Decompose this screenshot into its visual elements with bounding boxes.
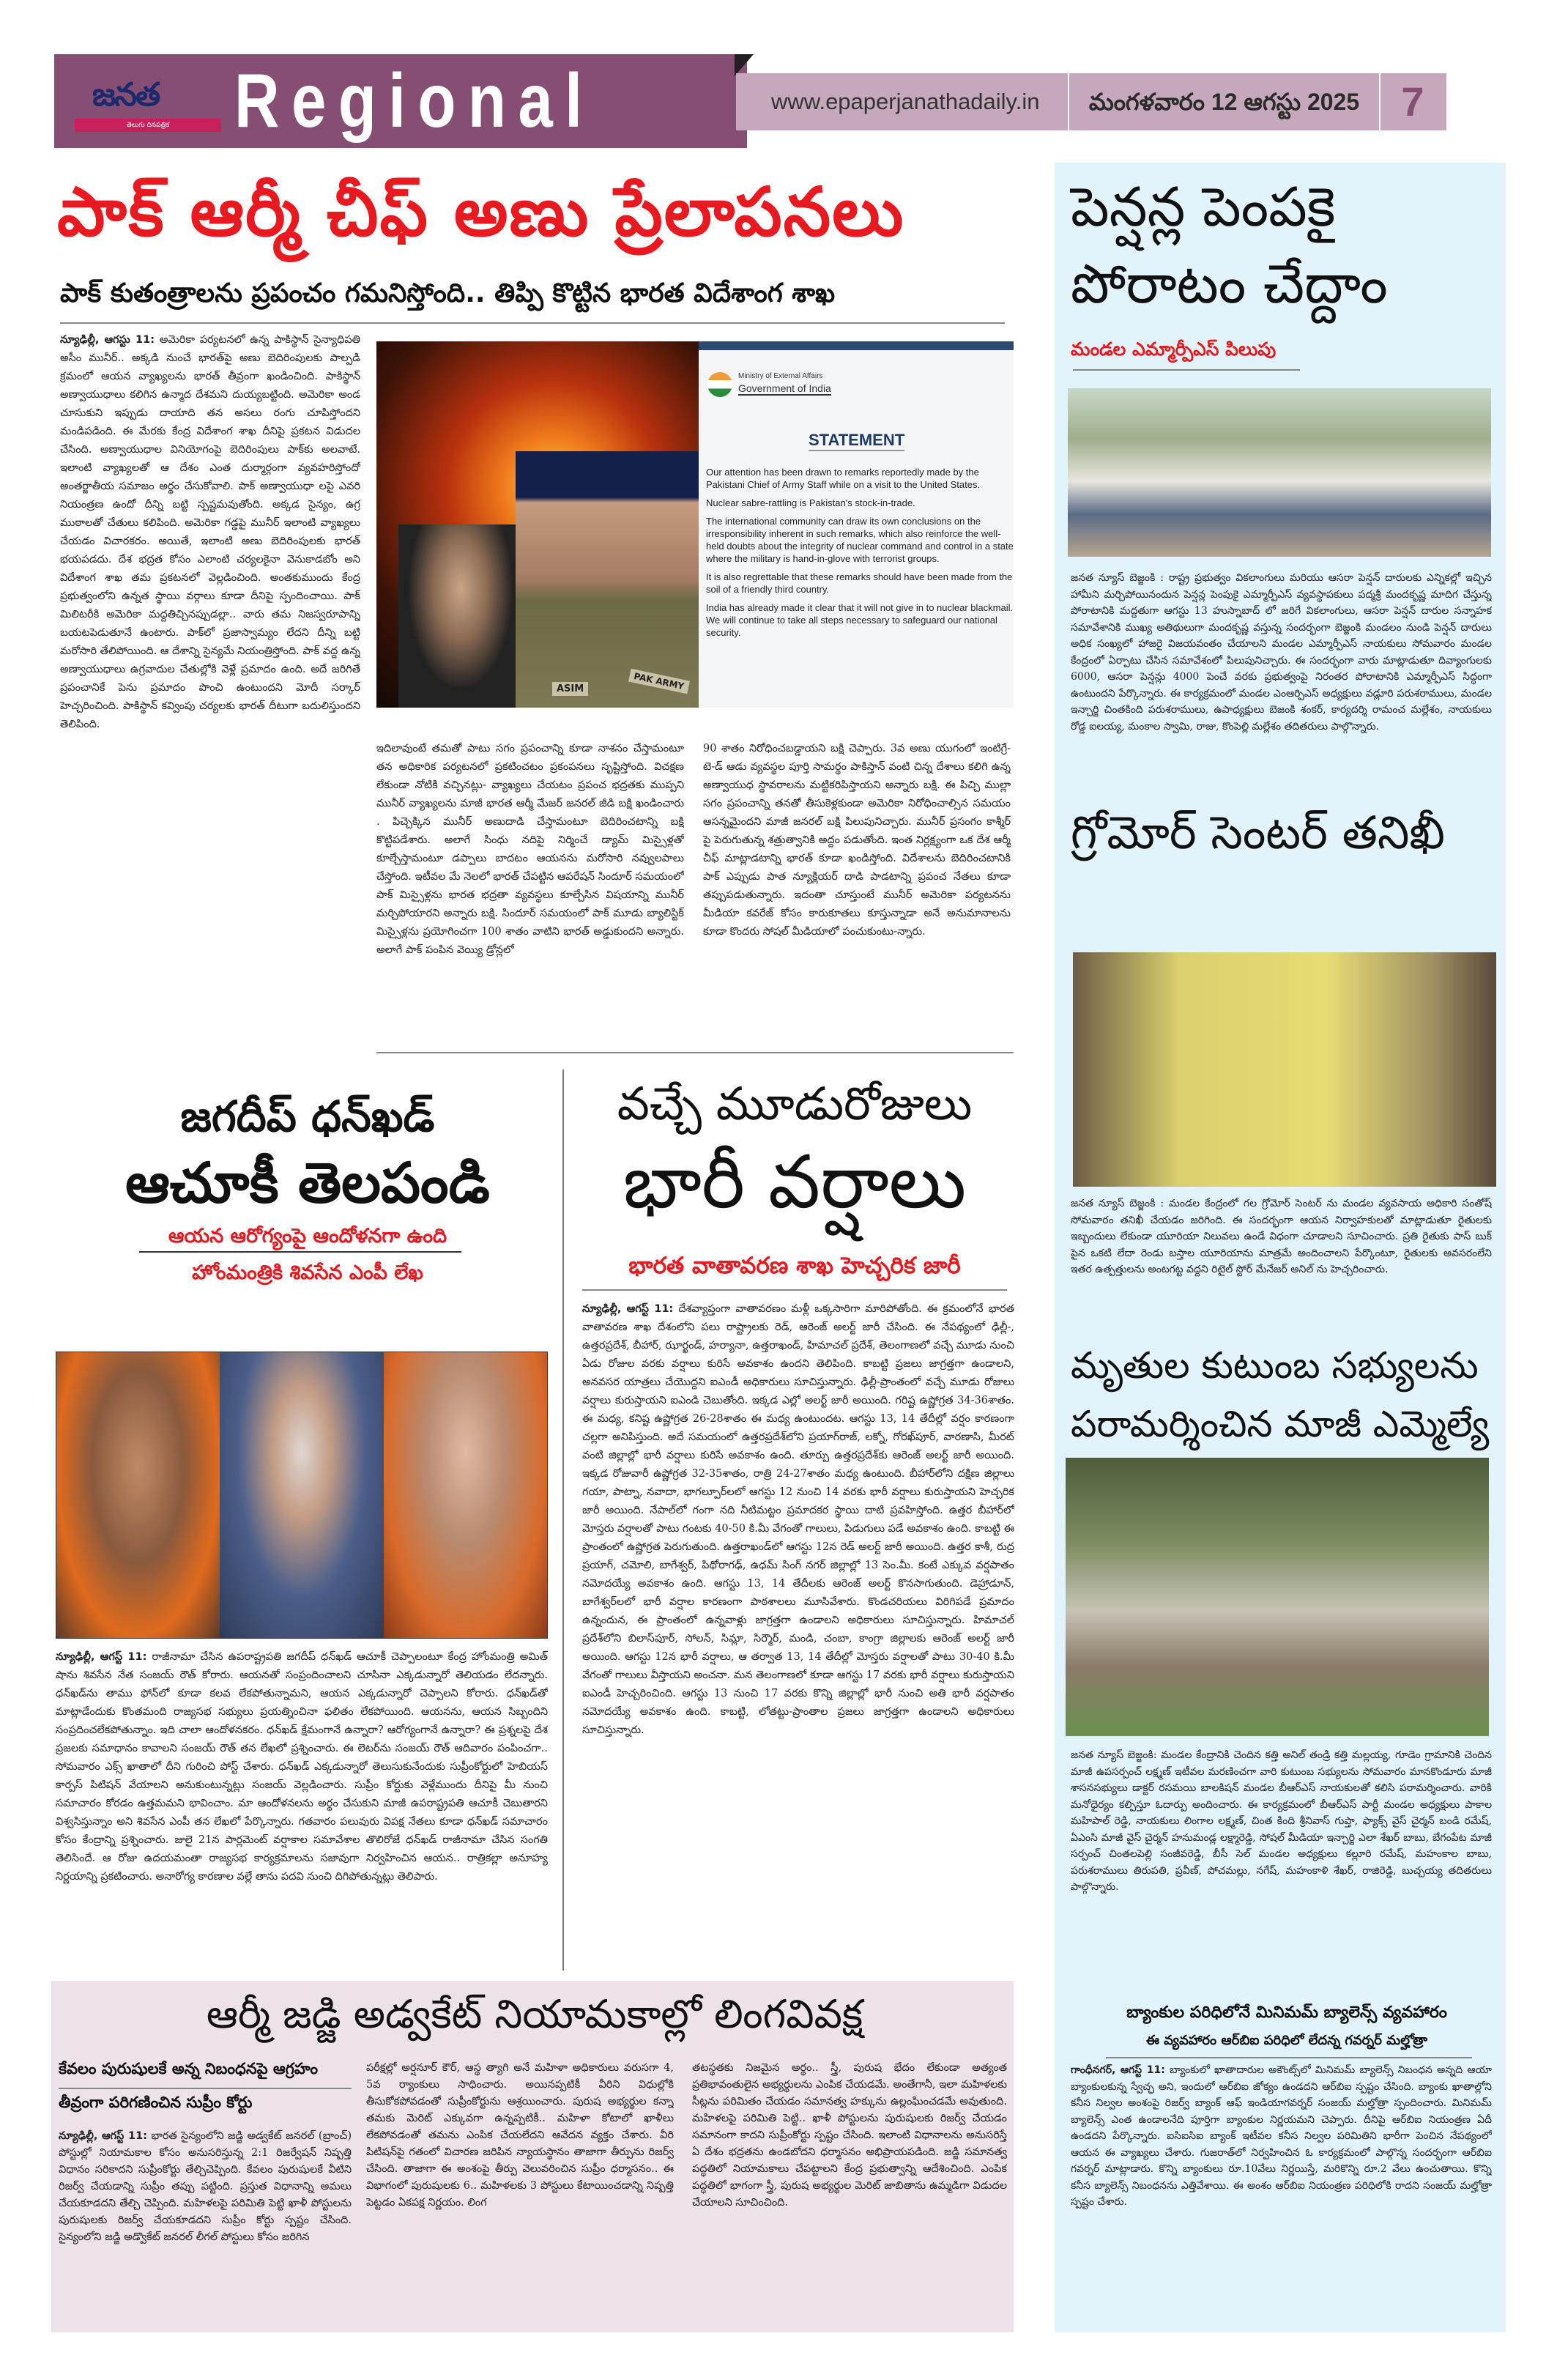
modi-photo	[398, 524, 523, 708]
issue-date: మంగళవారం 12 ఆగస్టు 2025	[1069, 73, 1381, 130]
website-url[interactable]: www.epaperjanathadaily.in	[736, 73, 1069, 130]
army-jag-divider	[59, 2088, 352, 2089]
dhankhar-body-text: రాజీనామా చేసిన ఉపరాష్ట్రపతి జగదీప్ ధన్‌ఖడ్ ఆచూకీ చెప్పాలంటూ కేంద్ర హోంమంత్రి అమిత్ షాను శివసేన నేత సంజయ్ రౌత్ కోరారు. ఆయనతో సంప్రందించాలని చూసినా ఎక్కడున్నారో తెలియడం లేదన్నారు. ధన్‌ఖడ్‌ను తాము ఫోన్‌లో కూడా కలవ లేకపోతున్నామని, ఆయన ఎక్కడున్నారో చెప్పాలని కోరారు. ధన్‌ఖడ్‌తో మాట్లాడేందుకు కొంతమంది రాజ్యసభ సభ్యులు ప్రయత్నించినా ఫలితం లేకపోయింది. ఆయనను, ఆయన సిబ్బందిని సంప్రదించలేకపోతున్నాం. ఇది చాలా ఆందోళనకరం. ధన్‌ఖడ్ క్షేమంగానే ఉన్నారా? ఆరోగ్యంగానే ఉన్నారా? ఈ ప్రశ్నలపై దేశ ప్రజలకు సమాధానం కావాలని సంజయ్ రౌత్ తన లేఖలో ప్రశ్నించారు. ఈ లెటర్‌ను సంజయ్ రౌత్ ఆదివారం పంపించగా.. సోమవారం ఎక్స్ ఖాతాలో దీని గురించి పోస్ట్ చేశారు. ధన్‌ఖడ్ ఎక్కడున్నారో తెలుసుకునేందుకు సుప్రీంకోర్టులో హెబియస్ కార్పస్ పిటిషన్ వేయాలని అనుకుంటున్నట్లు సంజయ్ వెల్లడించారు. సుప్రీం కోర్టుకు వెళ్లేముందు దీనిపై మీ నుంచి సమాచారం కోరడం ఉత్తమమని భావించాం. మా ఆందోళనలను అర్థం చేసుకుని మాజీ ఉపరాష్ట్రపతి ఆచూకీ చెబుతారని విశ్వసిస్తున్నాం అని శివసేన ఎంపీ తన లేఖలో పేర్కొన్నారు. గతవారం పలువురు విపక్ష నేతలు కూడా ధన్‌ఖడ్ సమాచారం కోసం కేంద్రాన్ని ప్రశ్నించారు. జులై 21న పార్లమెంట్ వర్షాకాల సమావేశాల తొలిరోజే ధన్‌ఖడ్ రాజీనామా చేసిన సంగతి తెలిసిందే. ఆ రోజు ఉదయమంతా రాజ్యసభ కార్యక్రమాలను సజావుగా నిర్వహించిన ఆయన.. రాత్రికల్లా అనూహ్య నిర్ణయాన్ని ప్రకటించారు. అనారోగ్య కారణాల వల్లే తాను పదవి నుంచి దిగిపోతున్నట్లు తెలిపారు.	[56, 1651, 548, 1883]
statement-text	[706, 466, 1014, 639]
name-tag-asim: ASIM	[552, 682, 588, 696]
statement-paragraph: Nuclear sabre-rattling is Pakistan's stock-in-trade.	[706, 497, 915, 508]
gromor-body: జనత న్యూస్ బెజ్జంకి : మండల కేంద్రంలో గల గ్రోమోర్ సెంటర్ ను మండల వ్యవసాయ అధికారి సంతోష్ సోమవారం తనిఖీ చేయడం జరిగింది. ఈ సందర్భంగా ఆయన నిర్వాహకులతో మాట్లాడుతూ రైతులకు ఇబ్బందులు లేకుండా యూరియా నిలువలు ఉండే విధంగా చూడాలని సూచించారు. ప్రతి రైతుకు పాస్ బుక్ పైన ఒకటి లేదా రెండు బస్తాల యూరియాను మాత్రమే అందించాలని పేర్కొంటూ, రైతులకు అవసరంలేని ఇతర ఉత్పత్తులను అంటగట్ట వద్దని రిటైల్ స్టోర్ మేనేజర్ అనిల్ ను హెచ్చరించారు.	[1071, 1198, 1492, 1275]
rbi-subheadline: ఈ వ్యవహారం ఆర్‌బిఐ పరిధిలో లేదన్న గవర్నర్ మల్హోత్రా	[1145, 2033, 1428, 2048]
asim-munir-photo	[516, 451, 699, 708]
gromor-center-photo	[1073, 952, 1496, 1187]
government-of-india: Government of India	[738, 382, 831, 394]
army-jag-sub-2: తీవ్రంగా పరిగణించిన సుప్రీం కోర్టు	[59, 2094, 253, 2111]
amit-shah-photo	[384, 1352, 547, 1638]
lead-subheadline: పాక్ కుతంత్రాలను ప్రపంచం గమనిస్తోంది.. తిప్పి కొట్టిన భారత విదేశాంగ శాఖ	[60, 278, 836, 308]
statement-title: STATEMENT	[809, 431, 904, 451]
sanjay-raut-photo	[56, 1352, 220, 1638]
condolence-body: జనత న్యూస్ బెజ్జంకి: మండల కేంద్రానికి చెందిన కత్తి అనిల్ తండ్రి కత్తి మల్లయ్య, గూడెం గ్రామానికి చెందిన మాజీ ఉపసర్పంచ్ లక్ష్మణ్ ఇటీవల మరణించగా వారి కుటుంబ సభ్యులను సోమవారం మానకొండూరు మాజీ శాసనసభ్యులు డాక్టర్ రసమయి బాలకిషన్ మండల బీఆర్ఎస్ నాయకులతో కలిసి పరామర్శించారు. వారికి మనోధైర్యం కల్పిస్తూ ఓదార్పు అందించారు. ఈ కార్యక్రమంలో బీఆర్ఎస్ పార్టీ మండల అధ్యక్షులు పాకాల మహిపాల్ రెడ్డి, నాయకులు లింగాల లక్ష్మణ్, చింత కింది శ్రీనివాస్ గుప్తా, ఫ్యాక్స్ వైస్ చైర్మన్ బండి రమేష్, ఏఎంసి మాజీ వైస్ చైర్మన్ హనుమండ్ల లక్ష్మారెడ్డి, సోషల్ మీడియా ఇన్చార్జి ఎలా శేఖర్ బాబు, బేగంపేట మాజీ సర్పంచ్ చింతలపెల్లి సంజీవరెడ్డి, బీసీ సెల్ మండల అధ్యక్షులు కల్లూరి రమేష్, మహంకాల బాబు, పరుశరాములు తిరుపతి, ప్రవీణ్, పోచమల్లు, నగేష్, మహంకాళి శేఖర్, రాజిరెడ్డి, బుచ్చయ్య తదితరులు పాల్గొన్నారు.	[1071, 1749, 1492, 1893]
rain-dateline: న్యూఢిల్లీ, ఆగస్ట్ 11:	[582, 1303, 674, 1315]
army-jag-col2: పరీక్షల్లో అర్షనూర్ కౌర్, ఆస్థ త్యాగి అనే మహిళా అధికారులు వరుసగా 4, 5వ ర్యాంకులు సాధించారు. అయినప్పటికీ వీరిని విధుల్లోకి తీసుకోకపోవడంతో సుప్రీంకోర్టును ఆశ్రయించారు. పురుష అభ్యర్థుల కన్నా తమకు మెరిట్ ఎక్కువగా ఉన్నప్పటికీ.. మహిళా కోటాలో ఖాళీలు లేకపోవడంతో తమను ఎంపిక చేయలేదని ఆవేదన వ్యక్తం చేశారు. వీరి పిటిషన్‌పై గతంలో విచారణ జరిపిన న్యాయస్థానం తాజాగా తీర్పును రిజర్వ్ చేసింది. తాజాగా ఈ అంశంపై తీర్పు వెలువరించిన సుప్రీం ధర్మాసనం.. ఈ విభాగంలో పురుషులకు 6.. మహిళలకు 3 పోస్టులు కేటాయించడాన్ని నిష్పత్తి పెట్టడం ఏకపక్ష నిర్ణయం. లింగ	[366, 2062, 674, 2209]
rbi-headline: బ్యాంకుల పరిధిలోనే మినిమమ్ బ్యాలెన్స్ వ్యవహారం	[1126, 2003, 1447, 2022]
dhankhar-photo	[220, 1352, 383, 1638]
info-bar	[736, 73, 1446, 130]
condolence-headline-1: మృతుల కుటుంబ సభ్యులను	[1071, 1344, 1479, 1387]
rbi-body-text: బ్యాంకులో ఖాతాదారుల అకౌంట్స్‌లో మినిమమ్ బ్యాలెన్స్ నిబంధన అన్నది ఆయా బ్యాంకులకున్న స్వేచ్ఛ అని, ఇందులో ఆర్‌బిఐ జోక్యం ఉండదని ఆర్‌బిఐ స్పష్టం చేసింది. బ్యాంకు ఖాతాల్లోని కనీస నిల్వల అంశంపై రిజర్వ్ బ్యాంక్ ఆఫ్ ఇండియాగవర్నర్ సంజయ్ మల్హోత్రా స్పందించారు. మినిమమ్ బ్యాలెన్స్ ఎంత ఉండాలనేది పూర్తిగా బ్యాంకుల నిర్ణయమని చెప్పారు. దీనిపై ఆర్‌బిఐ నియంత్రణ ఏదీ ఉండదని పేర్కొన్నారు. ఐసిఐసిఐ బ్యాంక్ ఇటీవల కనీస నిల్వల పరిమితిని భారీగా పెంచిన నేపథ్యంలో ఆయన ఈ వ్యాఖ్యలు చేశారు. గుజరాత్‌లో నిర్వహించిన ఓ కార్యక్రమంలో పాల్గొన్న సందర్భంగా ఆర్‌బిఐ గవర్నర్ మాట్లాడారు. కొన్ని బ్యాంకులు రూ.10వేలు నిర్ణయిస్తే, మరికొన్ని రూ.2 వేలు ఉంచుతాయి. కొన్ని కనీస బ్యాలెన్స్ నిబంధనను ఎత్తివేశాయి. ఈ అంశం ఆర్‌బిఐ నియంత్రణ పరిధిలోకి రాదని సంజయ్ మల్హోత్రా స్పష్టం చేశారు.	[1071, 2064, 1492, 2208]
dhankhar-headline-1: జగదీప్ ధన్‌ఖడ్	[180, 1091, 435, 1141]
rbi-body	[1071, 2062, 1492, 2326]
section-title: Regional	[234, 59, 595, 144]
lead-headline: పాక్ ఆర్మీ చీఫ్ అణు ప్రేలాపనలు	[57, 173, 905, 251]
army-jag-dateline: న్యూఢిల్లీ, ఆగస్ట్ 11:	[59, 2130, 148, 2142]
column-divider	[562, 1069, 564, 1971]
statement-paragraph: It is also regrettable that these remarks should have been made from the soil of a friendly third country.	[706, 571, 1013, 595]
ministry-name: Ministry of External Affairs	[738, 372, 823, 380]
lead-dateline: న్యూఢిల్లీ, ఆగస్టు 11:	[60, 334, 155, 346]
rain-divider	[582, 1289, 1007, 1291]
logo-wordmark: జనత	[92, 76, 160, 114]
mea-statement-image	[699, 341, 1014, 708]
statement-paragraph: The international community can draw its own conclusions on the irresponsibility inherent in such remarks, which also reinforce the well-held doubts about the integrity of nuclear command and control in a state where the military is hand-in-glove with terrorist groups.	[706, 516, 1014, 564]
gromor-headline: గ్రోమోర్ సెంటర్ తనిఖీ	[1071, 806, 1445, 859]
statement-paragraph: Our attention has been drawn to remarks reportedly made by the Pakistani Chief of Army Staff while on a visit to the United States.	[706, 467, 981, 490]
army-jag-col1-text: భారత సైన్యంలోని జడ్జి అడ్వకేట్ జనరల్ (బ్రాంచ్) పోస్టుల్లో నియామకాల కోసం అనుసరిస్తున్న 2:1 రిజర్వేషన్ నిష్పత్తి విధానం సరికాదని సుప్రీంకోర్టు తేల్చిచెప్పింది. కేవలం పురుషులకే వీటిని రిజర్వ్ చేయడాన్ని సుప్రీం తప్పు పట్టింది. ప్రస్తుత విధానాన్ని అమలు చేయకూడదని తేల్చి చెప్పింది. మహిళలపై పరిమితి పెట్టి ఖాళీ పోస్టులను పురుషులకు రిజర్వ్ చేయకూడదని సుప్రీం కోర్టు స్పష్టం చేసింది. సైన్యంలోని జడ్జి అడ్వొకేట్ జనరల్ లీగల్ పోస్టులు కోసం జరిగిన	[59, 2130, 352, 2243]
logo-tagline: తెలుగు దినపత్రిక	[75, 119, 221, 132]
newspaper-logo	[75, 76, 221, 136]
rbi-divider	[1106, 2057, 1472, 2058]
pension-headline-1: పెన్షన్ల పెంపకై	[1071, 176, 1336, 239]
lead-story-col1	[60, 331, 360, 1034]
army-jag-sub-1: కేవలం పురుషులకే అన్న నిబంధనపై ఆగ్రహం	[59, 2060, 318, 2077]
condolence-visit-photo	[1066, 1458, 1489, 1736]
dhankhar-body	[56, 1648, 548, 1971]
rain-body	[582, 1300, 1014, 1974]
section-divider	[376, 1052, 1014, 1053]
pension-body: జనత న్యూస్ బెజ్జంకి : రాష్ట్ర ప్రభుత్వం వికలాంగులు మరియు ఆసరా పెన్షన్ దారులకు ఎన్నికల్లో ఇచ్చిన హామీని మర్చిపోయినందున పెన్షన్ల పెంపుకై ఎమ్మార్పీఎస్ వ్యవస్థాపకులు పద్మశ్రీ మందకృష్ణ మాదిగ చేస్తున్న పోరాటానికి మద్దతుగా ఆగస్టు 13 హుస్నాబాద్ లో జరిగే వికలాంగులు, ఆసరా పెన్షన్ దారుల సన్నాహక సమావేశానికి ముఖ్య అతిథులుగా మందకృష్ణ వస్తున్న సందర్భంగా బెజ్జంకి మండలం నుండి పెన్షన్ దారులు అధిక సంఖ్యలో హాజరై విజయవంతం చేయాలని మండల ఎమ్మార్పీఎస్ నాయకులు సోమవారం మండల కేంద్రంలో ఏర్పాటు చేసిన సమావేశంలో పిలుపునిచ్చారు. ఈ సందర్భంగా వారు మాట్లాడుతూ దివ్యాంగులకు 6000, ఆసరా పెన్షన్లు 4000 పెంచే వరకు ప్రభుత్వంపై నిరంతర పోరాటానికి ఎమ్మార్పీఎస్ సిద్ధంగా ఉంటుందని పేర్కొన్నారు. ఈ కార్యక్రమంలో మండల ఎంఆర్పిఎస్ అధ్యక్షులు వడ్లూరి పరుశరాములు, మండల ఇన్చార్జి చింతకింది పరుశరాములు, ఉపాధ్యక్షులు బెజంకి శంకర్, కార్యదర్శి రామంచ మల్లేశం, నాయకులు రోడ్డ ఐలయ్య, మంకాల స్వామి, రాజు, కొంపెల్లి మల్లేశం తదితరులు పాల్గొన్నారు.	[1071, 572, 1492, 733]
pension-subheadline: మండల ఎమ్మార్పీఎస్ పిలుపు	[1071, 338, 1277, 360]
pension-meeting-photo	[1068, 388, 1491, 557]
pak-army-badge: PAK ARMY	[628, 669, 690, 694]
army-jag-headline: ఆర్మీ జడ్జి అడ్వకేట్ నియామకాల్లో లింగవివక్ష	[206, 1991, 863, 2037]
rain-headline-1: వచ్చే మూడురోజులు	[617, 1077, 973, 1130]
rain-body-text: దేశవ్యాప్తంగా వాతావరణం మళ్లీ ఒక్కసారిగా మారిపోతోంది. ఈ క్రమంలోనే భారత వాతావరణ శాఖ దేశంలోని పలు రాష్ట్రాలకు రెడ్, ఆరెంజ్ అలర్ట్ జారీ చేసింది. ఈ నేపథ్యంలో ఢిల్లీ-, ఉత్తరప్రదేశ్, బీహార్, ఝార్ఖండ్, హర్యానా, ఉత్తరాఖండ్, హిమాచల్ ప్రదేశ్, తెలంగాణలో వచ్చే మూడు నుంచి ఏడు రోజుల వరకు వర్షాలు కురిసే అవకాశం ఉందని తెలిపింది. కాబట్టి ప్రజలు జాగ్రత్తగా ఉండాలని, అనవసర యాత్రలు చేయొద్దని ఐఎండీ అధికారులు సూచిస్తున్నారు. ఢిల్లీ-ప్రాంతంలో వచ్చే మూడు రోజులు వర్షాలు కురుస్తాయని ఐఎండి చెబుతోంది. ఇక్కడ ఎల్లో అలర్ట్ జారీ అయింది. గరిష్ట ఉష్ణోగ్రత 34-36శాతం. ఈ మధ్య, కనిష్ట ఉష్ణోగ్రత 26-28శాతం ఈ మధ్య ఉంటుందట. ఆగస్టు 13, 14 తేదీల్లో వర్షం కారణంగా చల్లగా అనిపిస్తుంది. అదే సమయంలో ఉత్తరప్రదేశ్‌లోని ప్రయాగ్‌రాజ్, లక్నో, గోరఖ్‌పూర్, వారణాసి, మీరట్ వంటి జిల్లాల్లో భారీ వర్షాలు కురిసే అవకాశం ఉంది. తూర్పు ఉత్తరప్రదేశ్‌కు ఆరెంజ్ అలర్ట్ జారీ అయింది. ఇక్కడ రోజువారీ ఉష్ణోగ్రత 32-35శాతం, రాత్రి 24-27శాతం మధ్య ఉంటుంది. బీహార్‌లోని దక్షిణ జిల్లాలు గయా, పాట్నా, నవాదా, భాగల్పూర్‌లలో ఆగస్టు 12 నుంచి 14 వరకు భారీ వర్షాలు కురుస్తాయని హెచ్చరిక జారీ అయింది. నేపాల్‌లో గంగా నది నీటిమట్టం ప్రమాదకర స్థాయి దాటి ప్రవహిస్తోంది. ఉత్తర బీహార్‌లో మోస్తరు వర్షాలతో పాటు గంటకు 40-50 కి.మీ వేగంతో గాలులు, పిడుగులు పడే అవకాశం ఉంది. కాబట్టి ఈ ప్రాంతంలో ఉష్ణోగ్రత పెరుగుతుంది. ఉత్తరాఖండ్‌లో ఆగస్టు 12న రెడ్ అలర్ట్ జారీ అయింది. ఉత్తర కాశీ, రుద్ర ప్రయాగ్, చమోలి, బాగేశ్వర్, పిథోరాగఢ్, ఉధమ్ సింగ్ నగర్ జిల్లాల్లో 13 సెం.మీ. కంటే ఎక్కువ వర్షపాతం నమోదయ్యే అవకాశం ఉంది. ఆగస్టు 13, 14 తేదీలకు ఆరెంజ్ అలర్ట్ కొనసాగుతుంది. డెహ్రాడూన్, బాగేశ్వర్‌లలో భారీ వర్షాల కారణంగా పాఠశాలలు మూసివేశారు. కొండచరియలు విరిగిపడే ప్రమాదం ఉన్నందున, ఈ ప్రాంతంలో ఉన్నవాళ్లు జాగ్రత్తగా ఉండాలని అధికారులు సూచిస్తున్నారు. హిమాచల్ ప్రదేశ్‌లోని బిలాస్‌పూర్, సోలన్, సిమ్లా, సిర్మౌర్, మండి, చంబా, కాంగ్రా జిల్లాలకు ఆరెంజ్ అలర్ట్ జారీ అయింది. ఆగస్టు 12న భారీ వర్షాలు, ఆ తర్వాత 13, 14 తేదీల్లో మోస్తరు వర్షాలతో పాటు 30-40 కి.మీ వేగంతో గాలులు వీస్తాయని అంచనా. మన తెలంగాణలో కూడా ఆగస్టు 17 వరకు భారీ వర్షాలు కురుస్తాయని ఐఎండీ హెచ్చరించింది. ఆగస్టు 13 నుంచి 17 వరకు కొన్ని జిల్లాల్లో భారీ నుంచి అతి భారీ వర్షపాతం నమోదయ్యే అవకాశం ఉంది. కాబట్టి, లోతట్టు-ప్రాంతాల ప్రజలు జాగ్రత్తగా ఉండాలని అధికారులు సూచిస్తున్నారు.	[582, 1303, 1014, 1736]
lead-story-col2: ఇదిలావుంటే తమతో పాటు సగం ప్రపంచాన్ని కూడా నాశనం చేస్తామంటూ తన అధికారిక పర్యటనలో ప్రకటించటం ప్రకంపనలు సృష్టిస్తోంది. విచక్షణ లేకుండా నోటికి వచ్చినట్లు- వ్యాఖ్యలు చేయటం ప్రపంచ భద్రతకు ముప్పని మునీర్ వ్యాఖ్యలను మాజీ భారత ఆర్మీ మేజర్ జనరల్ జీడి బక్షి ఖండించారు . పిచ్చెక్కిన మునీర్ అణుదాడి చేస్తామంటూ బెదిరించటాన్ని బక్షి కొట్టిపడేశారు. అలాగే సింధు నదిపై నిర్మించే డ్యామ్ మిస్సైళ్లతో కూల్చేస్తామంటూ డప్పాలు బాదటం ఆయనను మరోసారి నవ్వులపాలు చేస్తోంది. ఇటీవల మే నెలలో భారత్ చేపట్టిన ఆపరేషన్ సిందూర్ సమయంలో పాక్ మిస్సైళ్లను భారత భద్రతా వ్యవస్థలు కూల్చేసిన విషయాన్ని మునీర్ మర్చిపోయారని అన్నారు బక్షి. సిందూర్ సమయంలో పాక్ మూడు బ్యాలిస్టిక్ మిస్సైళ్లను ప్రయోగించగా 100 శాతం వాటిని భారత్ అడ్డుకుందని అన్నారు. అలాగే పాక్ పంపిన వెయ్యి డ్రోన్లలో	[376, 743, 684, 956]
dhankhar-dateline: న్యూఢిల్లీ, ఆగస్ట్ 11:	[56, 1651, 147, 1663]
dhankhar-divider	[139, 1251, 461, 1253]
lead-photo-composite	[376, 341, 1014, 708]
pension-divider	[1073, 369, 1300, 371]
rain-subheadline: భారత వాతావరణ శాఖ హెచ్చరిక జారీ	[628, 1253, 961, 1279]
army-jag-col1	[59, 2128, 352, 2326]
pension-headline-2: పోరాటం చేద్దాం	[1071, 253, 1388, 316]
lead-story-col3: 90 శాతం నిరోధించబడ్డాయని బక్షి చెప్పారు. 3వ అణు యుగంలో ఇంటిగ్రే-టె-డ్ ఆడు వ్యవస్థల పూర్తి సామర్థం పాకిస్తాన్ వంటి చిన్న దేశాలు కలిగి ఉన్న అణ్వాయుధ స్థావరాలను మట్టికరిపిస్తాయని అన్నారు బక్షి. ఈ పిచ్చి ముల్లా సగం ప్రపంచాన్ని తనతో తీసుకెళ్లకుండా అమెరికా నిరోధించాల్సిన సమయం ఆసన్నమైందని మాజీ జనరల్ బక్షి పిలుపునిచ్చారు. మునీర్ ప్రసంగం కాశ్మీర్ పై పెరుగుతున్న శత్రుత్వానికి అద్దం పడుతోంది. ఇంత నిర్లక్ష్యంగా ఒక దేశ ఆర్మీ చీఫ్ మాట్లాడటాన్ని భారత్ కూడా ఖండిస్తోంది. విదేశాలను బెదిరించటానికి పాక్ ఎప్పుడు పాత న్యూక్లియర్ దాడి పాడటాన్ని ప్రపంచ నేతలు కూడా తప్పుపడుతున్నారు. ఇదంతా చూస్తుంటే మునీర్ అమెరికా పర్యటనను మీడియా కవరేజ్ కోసం కారుకూతలు కూస్తున్నాడా అనే అనుమానాలను కూడా కొందరు సోషల్ మీడియాలో పంచుకుంటు-న్నారు.	[703, 743, 1011, 938]
rain-headline-2: భారీ వర్షాలు	[623, 1139, 967, 1225]
lead-col1-text: అమెరికా పర్యటనలో ఉన్న పాకిస్థాన్ సైన్యాధిపతి అసీం మునీర్.. అక్కడి నుంచే భారత్‌పై అణు బెదిరింపులకు పాల్పడి క్రమంలో ఆయన వ్యాఖ్యలను భారత్ తీవ్రంగా ఖండించింది. పాకిస్థాన్ అణ్వాయుధాలు కలిగిన ఉన్మాద దేశమని దుయ్యబట్టింది. అమెరికా అండ చూసుకుని ఇప్పుడు దాయాది తన అసలు రంగు చూపిస్తోందని మండిపడింది. ఈ మేరకు కేంద్ర విదేశాంగ శాఖ దీనిపై ప్రకటన విడుదల చేసింది. అణ్వాయుధాల వినియోగంపై బెదిరింపులు పాక్‌కు అలవాటే. ఇలాంటి వ్యాఖ్యలతో ఆ దేశం ఎంత దుర్మార్గంగా వ్యవహరిస్తోందో అంతర్జాతీయ సమాజం అర్థం చేసుకోవాలి. పాక్ అణ్వాయుధా లపై ఎవరి నియంత్రణ ఉందో దీన్ని బట్టి స్పష్టమవుతోంది. అక్కడ సైన్యం, ఉగ్ర ముఠాలతో చేతులు కలిపింది. అమెరికా గడ్డపై మునీర్ ఇలాంటి వ్యాఖ్యలు చేయడం విచారకరం. అయితే, ఇలాంటి అణు బెదిరింపులకు భారత్ భయపడదు. దేశ భద్రత కోసం ఎలాంటి చర్యలకైనా వెనుకాడబోం అని విదేశాంగ శాఖ తమ ప్రకటనలో వెల్లడించింది. అంతకుముందు కేంద్ర ప్రభుత్వంలోని ఉన్నత స్థాయి వర్గాలు కూడా దీనిపై స్పందించాయి. పాక్ మిలిటరీకి అమెరికా మద్దతిచ్చినప్పుడల్లా.. వారు తమ నిజస్వరూపాన్ని బయటపెడుతూనే ఉంటారు. పాక్‌లో ప్రజాస్వామ్యం లేదని దీన్ని బట్టి మరోసారి తేలిపోయింది. ఆ దేశాన్ని సైన్యమే నియంత్రిస్తోంది. పాక్ వద్ద ఉన్న అణ్వాయుధాలు ఉగ్రవాదుల చేతుల్లోకి వెళ్లే ప్రమాదం ఉంది. అదే జరిగితే ప్రపంచానికే పెను ప్రమాదం పొంచి ఉంటుందని మోదీ సర్కార్ హెచ్చరించింది. పాకిస్థాన్ కవ్వింపు చర్యలకు భారత్ దీటుగా బదులిస్తుందని తెలిపింది.	[60, 334, 360, 730]
army-jag-col3: తటస్థతకు నిజమైన అర్థం.. స్త్రీ, పురుష భేదం లేకుండా అత్యంత ప్రతిభావంతులైన అభ్యర్థులను ఎంపిక చేయడమే. అంతేగానీ, ఇలా మహిళలకు సీట్లను పరిమితం చేయడం సమానత్వ హక్కును ఉల్లంఘించడమే అవుతుంది. మహిళలపై పరిమితి పెట్టి.. ఖాళీ పోస్టులను పురుషులకు రిజర్వ్ చేయడం సమానంగా కాదని సుప్రీంకోర్టు స్పష్టం చేసింది. ఇలాంటి విధానాలను అనుసరిస్తే ఏ దేశం భద్రతను ఉండబోదని ధర్మాసనం అభిప్రాయపడింది. జడ్జి సమానత్వ పద్ధతిలో నియామకాలు చేపట్టాలని కేంద్ర ప్రభుత్వాన్ని ఆదేశించింది. ఎంపిక పద్ధతిలో భాగంగా స్త్రీ, పురుష అభ్యర్థుల మెరిట్ జాబితాను ఉమ్మడిగా విడుదల చేయాలని సూచించింది.	[692, 2062, 1007, 2209]
rbi-dateline: గాంధీనగర్, ఆగస్ట్ 11:	[1071, 2064, 1165, 2076]
dhankhar-sub-1: ఆయన ఆరోగ్యంపై ఆందోళనగా ఉంది	[168, 1225, 447, 1248]
statement-paragraph: India has already made it clear that it will not give in to nuclear blackmail. We will continue to take all steps necessary to safeguard our national security.	[706, 602, 1014, 638]
page-number: 7	[1401, 78, 1424, 125]
lead-divider	[60, 322, 1005, 324]
dhankhar-sub-2: హోంమంత్రికి శివసేన ఎంపీ లేఖ	[192, 1261, 423, 1284]
dhankhar-headline-2: ఆచూకీ తెలపండి	[125, 1150, 490, 1215]
condolence-headline-2: పరామర్శించిన మాజీ ఎమ్మెల్యే	[1071, 1403, 1490, 1445]
dhankhar-photo-trio	[56, 1352, 548, 1639]
india-flag-icon	[707, 372, 732, 397]
